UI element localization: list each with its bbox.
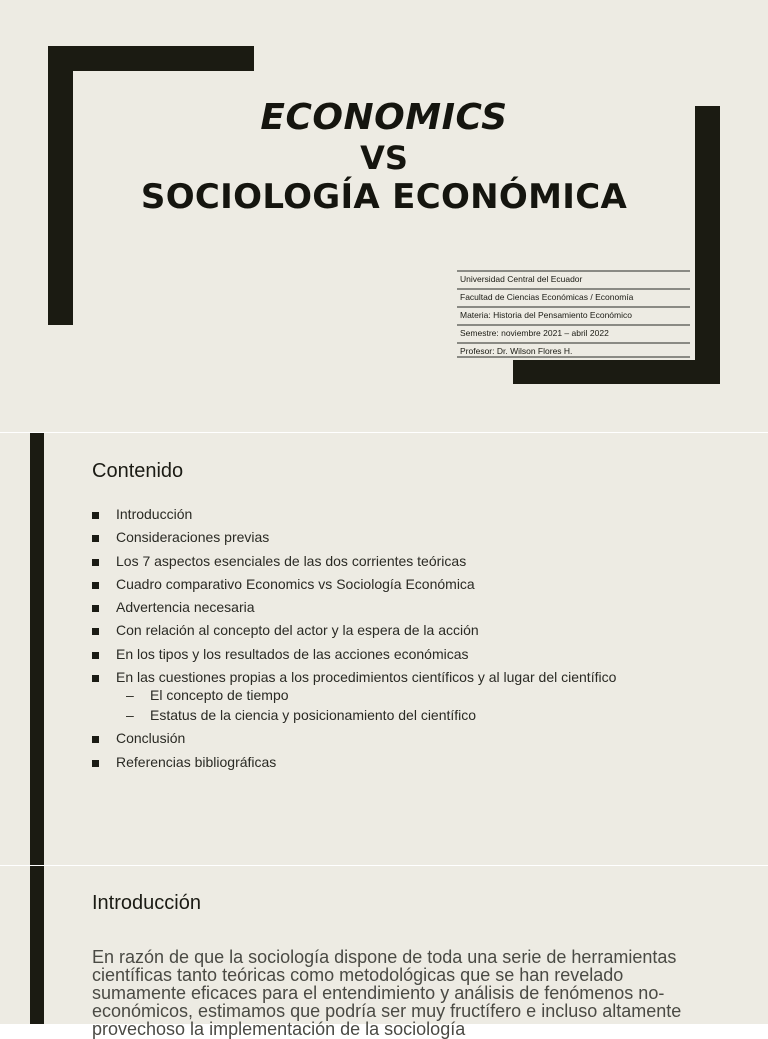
list-item: Los 7 aspectos esenciales de las dos corrientes teóricas xyxy=(92,550,732,573)
contents-heading: Contenido xyxy=(92,460,184,482)
list-item: Con relación al concepto del actor y la espera de la acción xyxy=(92,619,732,642)
introduction-paragraph: En razón de que la sociología dispone de toda una serie de herramientas científicas tanto teóricas como metodológicas que se han revelado sumamente eficaces para el entendimiento y análisis de fenómenos no-económicos, estimamos que podría ser muy fructífero e incluso altamente provechoso la implementación de la sociología xyxy=(92,947,682,1039)
title-sociologia-economica: SOCIOLOGÍA ECONÓMICA xyxy=(140,177,628,217)
introduction-slide xyxy=(0,866,768,1039)
contents-slide xyxy=(0,433,768,865)
list-item: En los tipos y los resultados de las acciones económicas xyxy=(92,643,732,666)
accent-bar xyxy=(30,433,44,865)
frame-top-left-horizontal xyxy=(48,46,254,71)
square-bullet-icon xyxy=(92,675,99,682)
introduction-heading: Introducción xyxy=(92,892,201,914)
list-item: Cuadro comparativo Economics vs Sociología Económica xyxy=(92,573,732,596)
slide-title xyxy=(48,97,720,217)
accent-bar xyxy=(30,866,44,1024)
square-bullet-icon xyxy=(92,535,99,542)
square-bullet-icon xyxy=(92,605,99,612)
title-slide xyxy=(0,0,768,432)
info-university: Universidad Central del Ecuador xyxy=(457,270,690,286)
list-item: Introducción xyxy=(92,503,732,526)
title-economics: ECONOMICS xyxy=(260,97,508,138)
info-semester: Semestre: noviembre 2021 – abril 2022 xyxy=(457,324,690,340)
sub-list-item: – El concepto de tiempo xyxy=(126,686,732,706)
list-item: Conclusión xyxy=(92,727,732,750)
square-bullet-icon xyxy=(92,559,99,566)
sub-list-item: – Estatus de la ciencia y posicionamiento del científico xyxy=(126,706,732,726)
frame-bottom-right-horizontal xyxy=(513,360,720,384)
info-faculty: Facultad de Ciencias Económicas / Economía xyxy=(457,288,690,304)
info-subject: Materia: Historia del Pensamiento Económico xyxy=(457,306,690,322)
list-item: Consideraciones previas xyxy=(92,526,732,549)
dash-bullet-icon: – xyxy=(126,687,134,704)
square-bullet-icon xyxy=(92,760,99,767)
square-bullet-icon xyxy=(92,628,99,635)
info-professor: Profesor: Dr. Wilson Flores H. xyxy=(457,342,690,358)
list-item: Advertencia necesaria xyxy=(92,596,732,619)
list-item: En las cuestiones propias a los procedimientos científicos y al lugar del científico – El concepto de tiempo – Estatus de la ciencia y posicionamiento del científico xyxy=(92,666,732,727)
contents-list xyxy=(92,503,732,774)
list-item: Referencias bibliográficas xyxy=(92,751,732,774)
square-bullet-icon xyxy=(92,652,99,659)
square-bullet-icon xyxy=(92,736,99,743)
square-bullet-icon xyxy=(92,582,99,589)
title-vs: VS xyxy=(360,139,408,177)
square-bullet-icon xyxy=(92,512,99,519)
dash-bullet-icon: – xyxy=(126,706,134,723)
sub-list xyxy=(116,686,732,727)
course-info-table xyxy=(457,270,690,360)
